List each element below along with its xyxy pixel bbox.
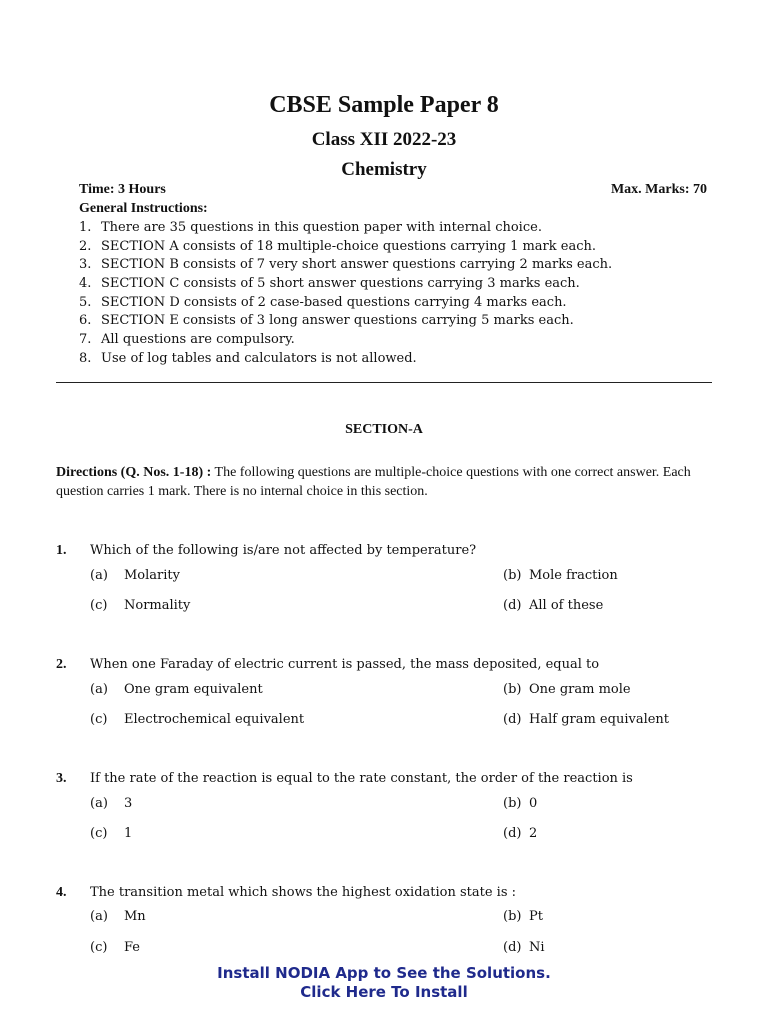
option-letter: (c) <box>90 598 108 613</box>
instruction-item <box>79 331 612 350</box>
section-heading: SECTION-A <box>345 422 423 437</box>
instruction-text: There are 35 questions in this question paper with internal choice. <box>101 220 542 235</box>
instruction-item <box>79 294 612 313</box>
general-instructions-heading: General Instructions: <box>79 201 208 216</box>
option-d <box>503 598 603 613</box>
option-text: Mn <box>124 909 146 924</box>
option-letter: (a) <box>90 796 108 811</box>
instruction-number: 4. <box>79 276 92 292</box>
option-text: Ni <box>529 940 545 955</box>
option-b <box>503 682 631 697</box>
option-text: One gram equivalent <box>124 682 263 697</box>
instruction-item <box>79 238 612 257</box>
option-b <box>503 909 543 924</box>
option-letter: (c) <box>90 712 108 727</box>
option-c <box>90 826 132 841</box>
instruction-item <box>79 256 612 275</box>
option-letter: (d) <box>503 940 522 955</box>
question-text: The transition metal which shows the highest oxidation state is : <box>90 885 517 900</box>
option-text: Fe <box>124 940 141 955</box>
option-text: Molarity <box>124 568 180 583</box>
option-letter: (c) <box>90 826 108 841</box>
instruction-text: SECTION E consists of 3 long answer questions carrying 5 marks each. <box>101 313 574 329</box>
option-a <box>90 568 180 583</box>
question-text: If the rate of the reaction is equal to the rate constant, the order of the reaction is <box>90 771 633 786</box>
option-letter: (b) <box>503 682 522 697</box>
option-letter: (d) <box>503 712 522 727</box>
directions-label: Directions (Q. Nos. 1-18) : <box>56 465 212 480</box>
option-b <box>503 568 618 583</box>
instruction-number: 8. <box>79 350 92 366</box>
install-app-link[interactable]: Install NODIA App to See the Solutions. <box>217 964 551 982</box>
class-line: Class XII 2022-23 <box>311 129 457 150</box>
option-text: Normality <box>124 598 191 613</box>
option-text: 3 <box>124 796 133 811</box>
instruction-number: 3. <box>79 257 92 273</box>
option-d <box>503 826 537 841</box>
instruction-number: 7. <box>79 332 92 348</box>
option-text: Half gram equivalent <box>529 712 670 727</box>
option-letter: (b) <box>503 909 522 924</box>
option-text: Mole fraction <box>529 568 618 583</box>
header-divider <box>56 382 712 383</box>
option-text: 2 <box>529 826 538 841</box>
max-marks-label: Max. Marks: 70 <box>610 182 707 197</box>
option-a <box>90 796 132 811</box>
directions-text: The following questions are multiple-choice questions with one correct answer. Each question carries 1 mark. There is no internal choice in this section. <box>56 465 691 499</box>
question-number: 4. <box>56 885 67 900</box>
question-number: 2. <box>56 657 67 672</box>
option-letter: (d) <box>503 826 522 841</box>
question-text: When one Faraday of electric current is passed, the mass deposited, equal to <box>90 657 600 672</box>
section-directions <box>56 463 716 501</box>
instruction-item <box>79 350 612 369</box>
option-letter: (b) <box>503 568 522 583</box>
option-b <box>503 796 537 811</box>
instruction-text: SECTION B consists of 7 very short answer questions carrying 2 marks each. <box>101 257 613 273</box>
instruction-item <box>79 219 612 238</box>
instruction-text: SECTION D consists of 2 case-based questions carrying 4 marks each. <box>101 294 567 310</box>
paper-title: CBSE Sample Paper 8 <box>269 92 499 118</box>
instruction-number: 5. <box>79 294 92 310</box>
option-letter: (a) <box>90 568 108 583</box>
option-letter: (a) <box>90 682 108 697</box>
question-number: 1. <box>56 543 67 558</box>
option-text: All of these <box>529 598 604 613</box>
instruction-text: SECTION C consists of 5 short answer questions carrying 3 marks each. <box>101 276 580 292</box>
option-c <box>90 940 140 955</box>
instructions-list <box>79 219 612 369</box>
option-a <box>90 682 263 697</box>
option-letter: (b) <box>503 796 522 811</box>
option-letter: (d) <box>503 598 522 613</box>
instruction-number: 1. <box>79 220 92 235</box>
instruction-text: All questions are compulsory. <box>101 332 295 348</box>
option-text: Pt <box>529 909 543 924</box>
instruction-text: SECTION A consists of 18 multiple-choice questions carrying 1 mark each. <box>101 238 597 254</box>
option-text: One gram mole <box>529 682 631 697</box>
click-to-install-link[interactable]: Click Here To Install <box>300 983 468 1001</box>
subject-title: Chemistry <box>341 159 427 180</box>
option-letter: (c) <box>90 940 108 955</box>
option-d <box>503 712 669 727</box>
option-a <box>90 909 146 924</box>
instruction-item <box>79 312 612 331</box>
option-letter: (a) <box>90 909 108 924</box>
instruction-item <box>79 275 612 294</box>
option-d <box>503 940 545 955</box>
option-c <box>90 712 304 727</box>
time-label: Time: 3 Hours <box>79 182 166 197</box>
question-number: 3. <box>56 771 67 786</box>
instruction-text: Use of log tables and calculators is not allowed. <box>101 350 417 366</box>
instruction-number: 2. <box>79 238 92 254</box>
instruction-number: 6. <box>79 313 92 329</box>
option-text: 1 <box>124 826 133 841</box>
question-text: Which of the following is/are not affected by temperature? <box>90 543 477 558</box>
exam-meta-row <box>79 182 707 198</box>
option-c <box>90 598 190 613</box>
option-text: Electrochemical equivalent <box>124 712 305 727</box>
option-text: 0 <box>529 796 538 811</box>
